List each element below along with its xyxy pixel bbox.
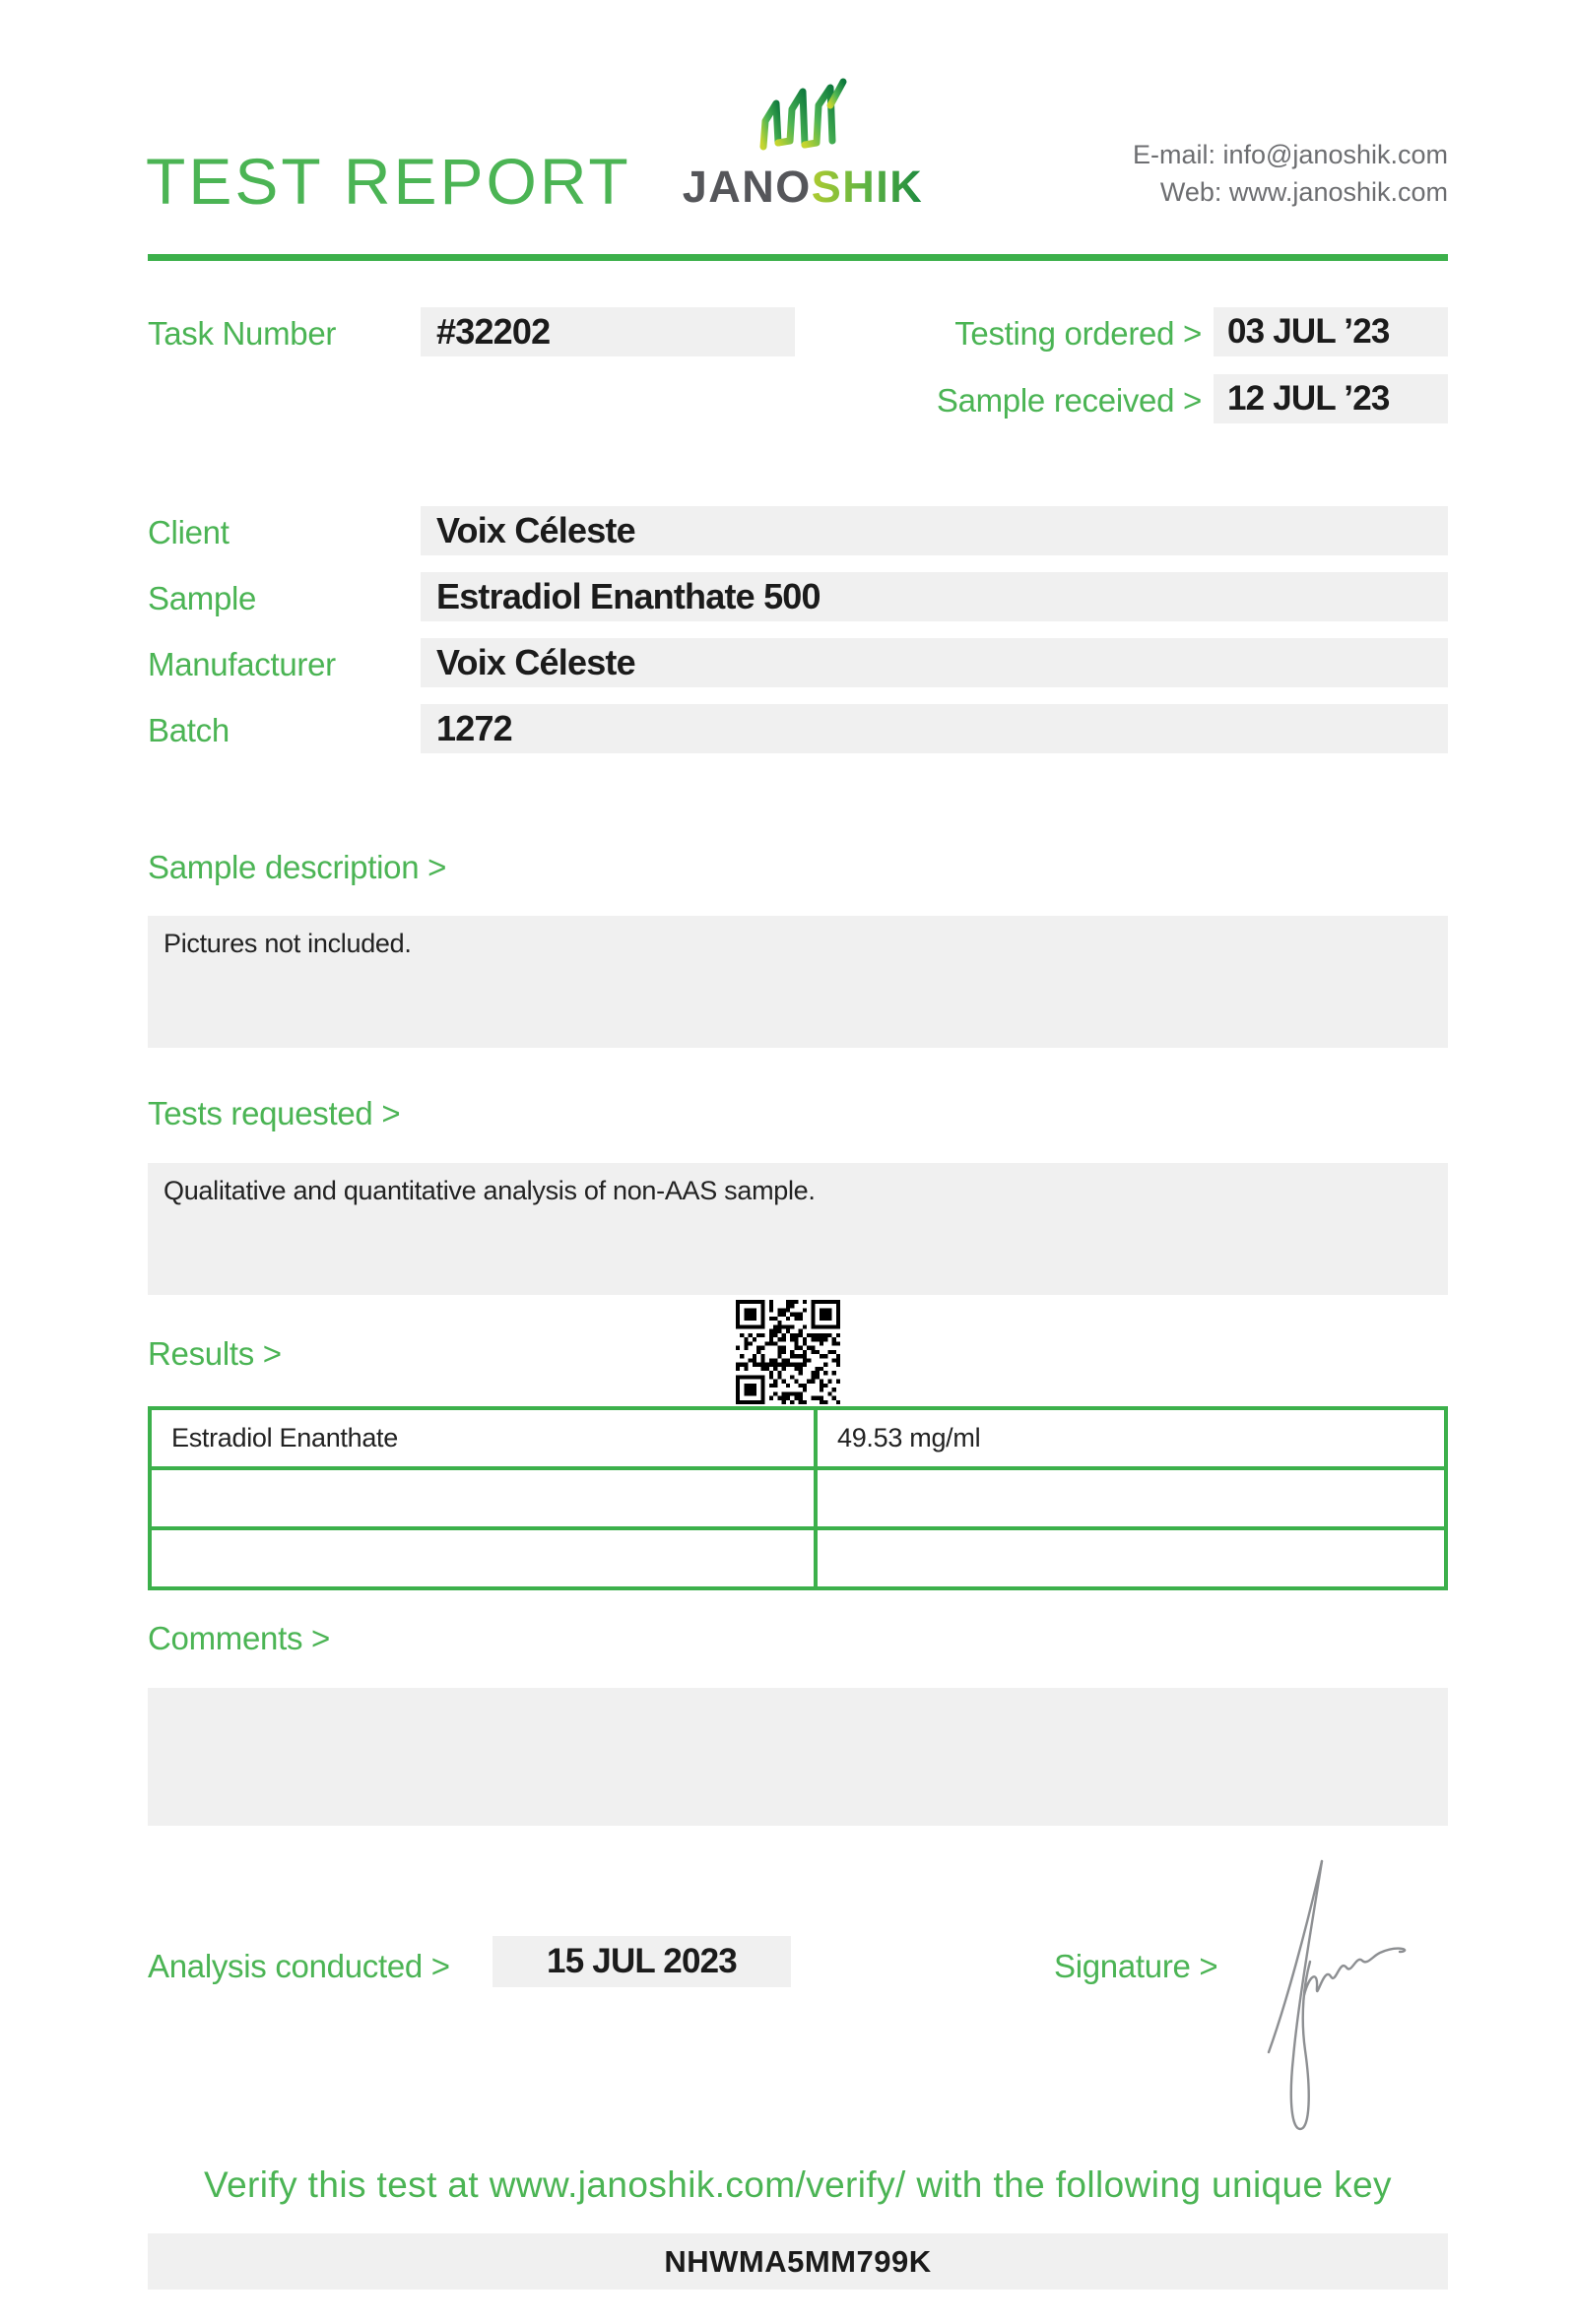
task-number-value: #32202	[436, 311, 551, 352]
testing-ordered-label: Testing ordered >	[954, 315, 1202, 352]
sample-received-box	[1214, 374, 1448, 423]
results-heading: Results >	[148, 1335, 282, 1372]
result-value-cell	[816, 1528, 1446, 1588]
verify-key: NHWMA5MM799K	[664, 2244, 932, 2279]
client-box	[421, 506, 1448, 555]
table-row	[150, 1408, 1446, 1468]
tests-requested-heading: Tests requested >	[148, 1095, 401, 1131]
sample-description-heading: Sample description >	[148, 849, 447, 885]
table-row	[150, 1528, 1446, 1588]
result-value-cell: 49.53 mg/ml	[816, 1408, 1446, 1468]
results-table	[148, 1406, 1448, 1590]
contact-email: E-mail: info@janoshik.com	[1132, 140, 1448, 169]
batch-label: Batch	[148, 712, 230, 748]
batch-box	[421, 704, 1448, 753]
sample-description-text: Pictures not included.	[164, 929, 412, 958]
analysis-date-value: 15 JUL 2023	[547, 1942, 737, 1980]
sample-received-value: 12 JUL ’23	[1227, 379, 1390, 418]
header-divider	[148, 254, 1448, 261]
task-number-label: Task Number	[148, 315, 337, 352]
result-analyte-cell	[150, 1528, 816, 1588]
analysis-conducted-label: Analysis conducted >	[148, 1948, 450, 1984]
sample-description-box	[148, 916, 1448, 1048]
verify-instruction: Verify this test at www.janoshik.com/verify/ with the following unique key	[204, 2164, 1392, 2205]
page-title: TEST REPORT	[146, 145, 631, 218]
sample-received-label: Sample received >	[936, 382, 1202, 419]
manufacturer-box	[421, 638, 1448, 687]
contact-web: Web: www.janoshik.com	[1159, 177, 1448, 207]
batch-value: 1272	[436, 708, 512, 748]
signature-label: Signature >	[1054, 1948, 1218, 1984]
comments-heading: Comments >	[148, 1620, 330, 1656]
tests-requested-text: Qualitative and quantitative analysis of non-AAS sample.	[164, 1176, 816, 1205]
comments-box	[148, 1688, 1448, 1826]
manufacturer-value: Voix Céleste	[436, 642, 635, 682]
tests-requested-box	[148, 1163, 1448, 1295]
table-row	[150, 1468, 1446, 1528]
result-analyte-cell: Estradiol Enanthate	[150, 1408, 816, 1468]
contact-block	[1133, 136, 1448, 211]
analysis-date-box	[492, 1936, 791, 1987]
testing-ordered-box	[1214, 307, 1448, 356]
result-value-cell	[816, 1468, 1446, 1528]
client-value: Voix Céleste	[436, 510, 635, 550]
brand-wordmark	[680, 161, 926, 213]
growth-chart-icon	[757, 75, 848, 158]
verify-key-box	[148, 2233, 1448, 2290]
qr-code-icon	[736, 1300, 840, 1404]
result-analyte-cell	[150, 1468, 816, 1528]
manufacturer-label: Manufacturer	[148, 646, 336, 682]
testing-ordered-value: 03 JUL ’23	[1227, 312, 1390, 351]
client-label: Client	[148, 514, 230, 550]
brand-prefix: JANO	[682, 161, 812, 212]
sample-label: Sample	[148, 580, 257, 616]
brand-suffix: SHIK	[811, 161, 924, 212]
sample-box	[421, 572, 1448, 621]
signature-scribble	[1249, 1845, 1407, 2141]
task-number-box	[421, 307, 795, 356]
sample-value: Estradiol Enanthate 500	[436, 576, 821, 616]
janoshik-logo	[680, 75, 926, 213]
